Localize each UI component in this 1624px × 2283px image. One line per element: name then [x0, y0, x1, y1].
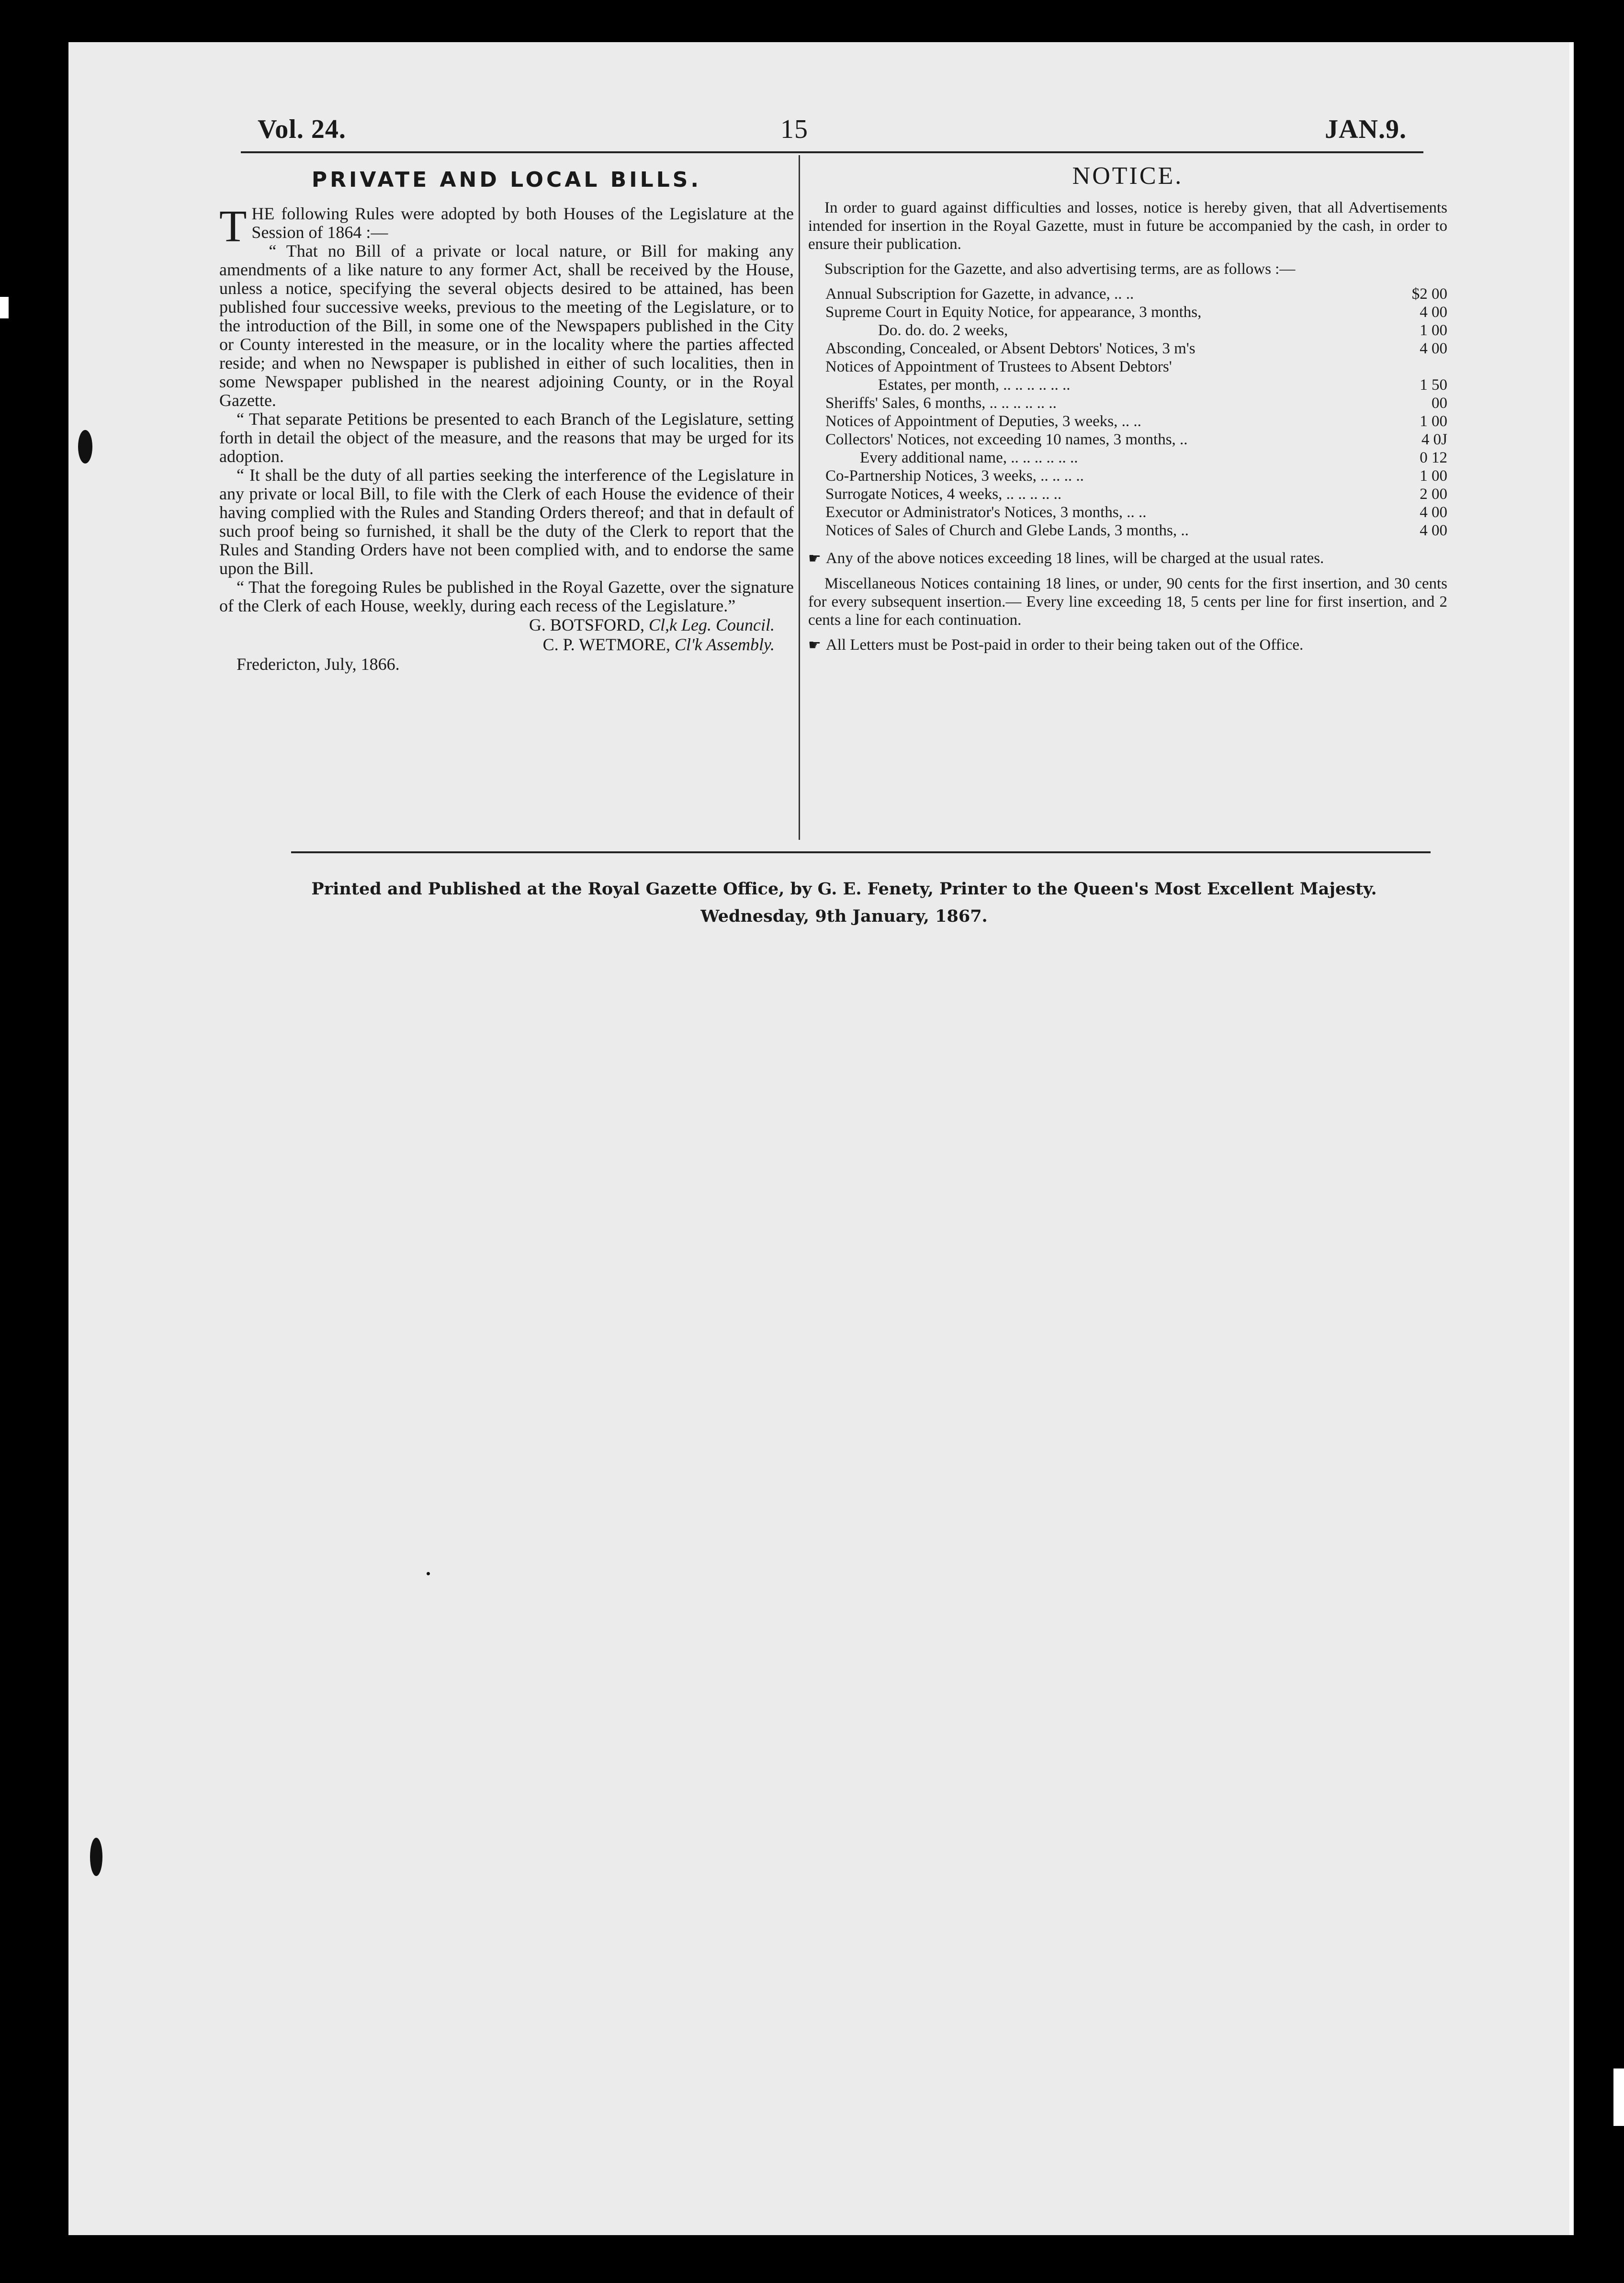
film-edge-mark — [1613, 2068, 1624, 2126]
rate-row — [825, 376, 1447, 394]
notice-paragraph-2: Subscription for the Gazette, and also advertising terms, are as follows :— — [824, 260, 1296, 278]
intro-text: HE following Rules were adopted by both Houses of the Legislature at the Session of 1864 :— — [251, 204, 794, 242]
rate-label: Every additional name, .. .. .. .. .. .. — [860, 449, 1078, 466]
rate-row — [825, 358, 1447, 376]
rate-row — [825, 412, 1447, 430]
rule-paragraph-3: “ It shall be the duty of all parties seeking the interference of the Legislature in any private or local Bill, to file with the Clerk of each House the evidence of their having complied with the Rules and Standing Orders thereof; and that in default of such proof being so furnished, it shall be the duty of the Clerk to report that the Rules and Standing Orders have not been complied with, and to endorse the same upon the Bill. — [219, 465, 794, 578]
place-date: Fredericton, July, 1866. — [237, 655, 400, 674]
rate-price — [1390, 358, 1447, 376]
section-title-notice: NOTICE. — [1072, 162, 1184, 190]
rate-label: Do. do. do. 2 weeks, — [878, 322, 1008, 339]
rate-row — [825, 430, 1447, 449]
rate-row — [825, 467, 1447, 485]
ink-blot — [90, 1838, 102, 1876]
rate-price: 1 50 — [1420, 376, 1447, 394]
notice-paragraph-1: In order to guard against difficulties and losses, notice is hereby given, that all Advertisements intended for insertion in the Royal Gazette, must in future be accompanied by the cash, in order to ensure their publication. — [808, 199, 1447, 253]
imprint-line: Printed and Published at the Royal Gazette Office, by G. E. Fenety, Printer to the Queen's Most Excellent Majesty. — [311, 879, 1377, 899]
rate-price: 2 00 — [1420, 486, 1447, 503]
gazette-page — [68, 42, 1574, 2235]
rate-price: 4 00 — [1420, 522, 1447, 539]
rate-price: 00 — [1432, 395, 1447, 412]
rule-paragraph-1: “ That no Bill of a private or local nature, or Bill for making any amendments of a like nature to any former Act, shall be received by the House, unless a notice, specifying the several objects desired to be attained, has been published four successive weeks, previous to the meeting of the Legislature, or to the introduction of the Bill, in some one of the Newspapers published in the City or County interested in the measure, or in the locality where the parties affected reside; and when no Newspaper is published in either of such localities, then in some Newspaper published in the nearest adjoining County, or in the Royal Gazette. — [219, 241, 794, 410]
volume-label: Vol. 24. — [258, 114, 346, 144]
notice-paragraph-4: Miscellaneous Notices containing 18 lines, or under, 90 cents for the first insertion, and 30 cents for every subsequent insertion.— Every line exceeding 18, 5 cents per line for first insertion, and 2 cents a line for each continuation. — [808, 575, 1447, 629]
rate-row — [825, 485, 1447, 503]
rate-label: Surrogate Notices, 4 weeks, .. .. .. .. .. — [825, 486, 1062, 503]
film-edge-mark — [0, 297, 9, 318]
rate-label: Notices of Sales of Church and Glebe Lands, 3 months, .. — [825, 522, 1189, 539]
signature-title: Cl,k Leg. Council. — [649, 615, 775, 634]
page-edge-highlight — [1569, 42, 1574, 2235]
notice-column — [808, 162, 1447, 661]
rate-row — [825, 285, 1447, 303]
notice-paragraph-3 — [808, 549, 1447, 568]
section-title-private-local-bills: PRIVATE AND LOCAL BILLS. — [311, 168, 702, 192]
rate-price: 1 00 — [1420, 413, 1447, 430]
rate-row — [825, 503, 1447, 521]
rate-label: Executor or Administrator's Notices, 3 months, .. .. — [825, 504, 1147, 521]
column-divider — [799, 155, 800, 840]
rate-label: Supreme Court in Equity Notice, for appearance, 3 months, — [825, 304, 1202, 321]
rate-label: Estates, per month, .. .. .. .. .. .. — [878, 376, 1071, 394]
rate-label: Annual Subscription for Gazette, in advance, .. .. — [825, 285, 1134, 303]
imprint-footer — [212, 875, 1476, 930]
rule-paragraph-4: “ That the foregoing Rules be published in the Royal Gazette, over the signature of the Clerk of each House, weekly, during each recess of the Legislature.” — [219, 577, 794, 615]
rate-price: 4 00 — [1420, 504, 1447, 521]
ink-blot — [78, 430, 92, 463]
rate-price: 0 12 — [1420, 449, 1447, 466]
pointing-hand-icon: ☛ — [808, 550, 821, 567]
signature-wetmore — [219, 635, 794, 655]
rate-price: 1 00 — [1420, 322, 1447, 339]
signature-botsford — [219, 615, 794, 635]
pointing-hand-icon: ☛ — [808, 637, 821, 654]
signature-title: Cl'k Assembly. — [674, 635, 775, 654]
rate-label: Collectors' Notices, not exceeding 10 names, 3 months, .. — [825, 431, 1188, 448]
header-rule — [241, 151, 1423, 153]
rate-row — [825, 394, 1447, 412]
rate-price: $2 00 — [1411, 285, 1447, 303]
rate-price: 1 00 — [1420, 467, 1447, 485]
rate-row — [825, 339, 1447, 358]
rate-row — [825, 449, 1447, 467]
rate-price: 4 0J — [1421, 431, 1447, 448]
rate-price: 4 00 — [1420, 340, 1447, 357]
rate-label: Absconding, Concealed, or Absent Debtors' Notices, 3 m's — [825, 340, 1195, 357]
rate-row — [825, 521, 1447, 540]
notice-paragraph-5 — [808, 636, 1447, 655]
private-local-bills-column — [219, 162, 794, 674]
rates-table — [825, 285, 1447, 540]
page-header — [258, 114, 1407, 167]
rate-row — [825, 303, 1447, 321]
rate-label: Notices of Appointment of Deputies, 3 weeks, .. .. — [825, 413, 1141, 430]
rate-label: Notices of Appointment of Trustees to Absent Debtors' — [825, 358, 1172, 375]
rule-paragraph-2: “ That separate Petitions be presented to each Branch of the Legislature, setting forth in detail the object of the measure, and the reasons that may be urged for its adoption. — [219, 409, 794, 466]
rate-label: Sheriffs' Sales, 6 months, .. .. .. .. .. .. — [825, 395, 1057, 412]
rate-price: 4 00 — [1420, 304, 1447, 321]
drop-cap: T — [219, 202, 247, 251]
intro-paragraph — [219, 202, 794, 251]
signature-name: G. BOTSFORD, — [529, 615, 644, 634]
imprint-date: Wednesday, 9th January, 1867. — [700, 906, 988, 926]
notice-text: Any of the above notices exceeding 18 lines, will be charged at the usual rates. — [825, 550, 1324, 567]
ink-speck — [427, 1572, 430, 1575]
signature-name: C. P. WETMORE, — [542, 635, 670, 654]
page-number: 15 — [780, 114, 808, 144]
issue-date: JAN.9. — [1325, 114, 1407, 144]
rate-row — [825, 321, 1447, 339]
footer-rule — [291, 851, 1431, 853]
rate-label: Co-Partnership Notices, 3 weeks, .. .. .. .. — [825, 467, 1084, 485]
notice-text: All Letters must be Post-paid in order to their being taken out of the Office. — [825, 636, 1304, 654]
